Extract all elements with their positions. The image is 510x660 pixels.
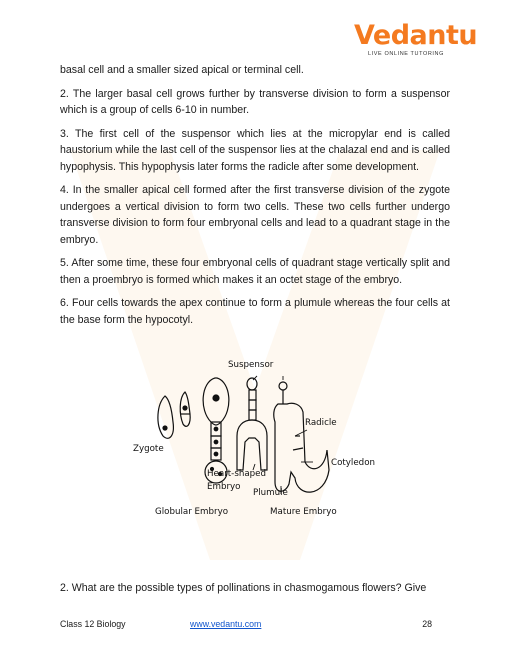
label-globular-embryo: Globular Embryo [155,507,229,517]
footer-page-number: 28 [422,619,432,629]
page-footer [60,619,432,633]
heart-embryo-drawing [237,378,267,470]
paragraph: 6. Four cells towards the apex continue to form a plumule whereas the four cells at the base form the hypocotyl. [60,297,450,326]
label-zygote: Zygote [133,444,164,454]
embryo-diagram [145,352,370,527]
label-embryo: Embryo [207,482,241,492]
label-radicle: Radicle [305,418,337,428]
page-content [60,62,450,335]
brand-tagline: LIVE ONLINE TUTORING [368,51,444,57]
paragraph: basal cell and a smaller sized apical or terminal cell. [60,64,304,76]
paragraph: 4. In the smaller apical cell formed after the first transverse division of the zygote undergoes a vertical division to form two cells. These two cells further undergo transverse division to form four embryonal cells and lead to a quadrant stage in the embryo. [60,184,450,246]
label-cotyledon: Cotyledon [331,458,376,468]
mature-embryo-drawing [274,382,329,492]
question-text: 2. What are the possible types of pollinations in chasmogamous flowers? Give [60,582,427,594]
label-plumule: Plumule [253,488,288,498]
footer-website-link[interactable]: www.vedantu.com [190,619,262,629]
brand-name: Vedantu [354,20,478,51]
zygote-drawing [158,392,190,438]
label-heart-shaped: Heart-shaped [207,469,267,479]
paragraph: 3. The first cell of the suspensor which lies at the micropylar end is called haustorium while the last cell of the suspensor lies at the chalazal end and is called hypophysis. This hypophysis later forms the radicle after some development. [60,127,450,173]
label-mature-embryo: Mature Embryo [270,507,337,517]
paragraph: 2. The larger basal cell grows further by transverse division to form a suspensor which is a group of cells 6-10 in number. [60,87,450,116]
globular-embryo-drawing [203,378,229,483]
embryo-development-figure [133,352,376,527]
vedantu-logo [354,20,478,62]
footer-subject: Class 12 Biology [60,619,126,629]
label-suspensor: Suspensor [228,360,274,370]
paragraph: 5. After some time, these four embryonal cells of quadrant stage vertically split and then a proembryo is formed which makes it an octet stage of the embryo. [60,257,450,286]
